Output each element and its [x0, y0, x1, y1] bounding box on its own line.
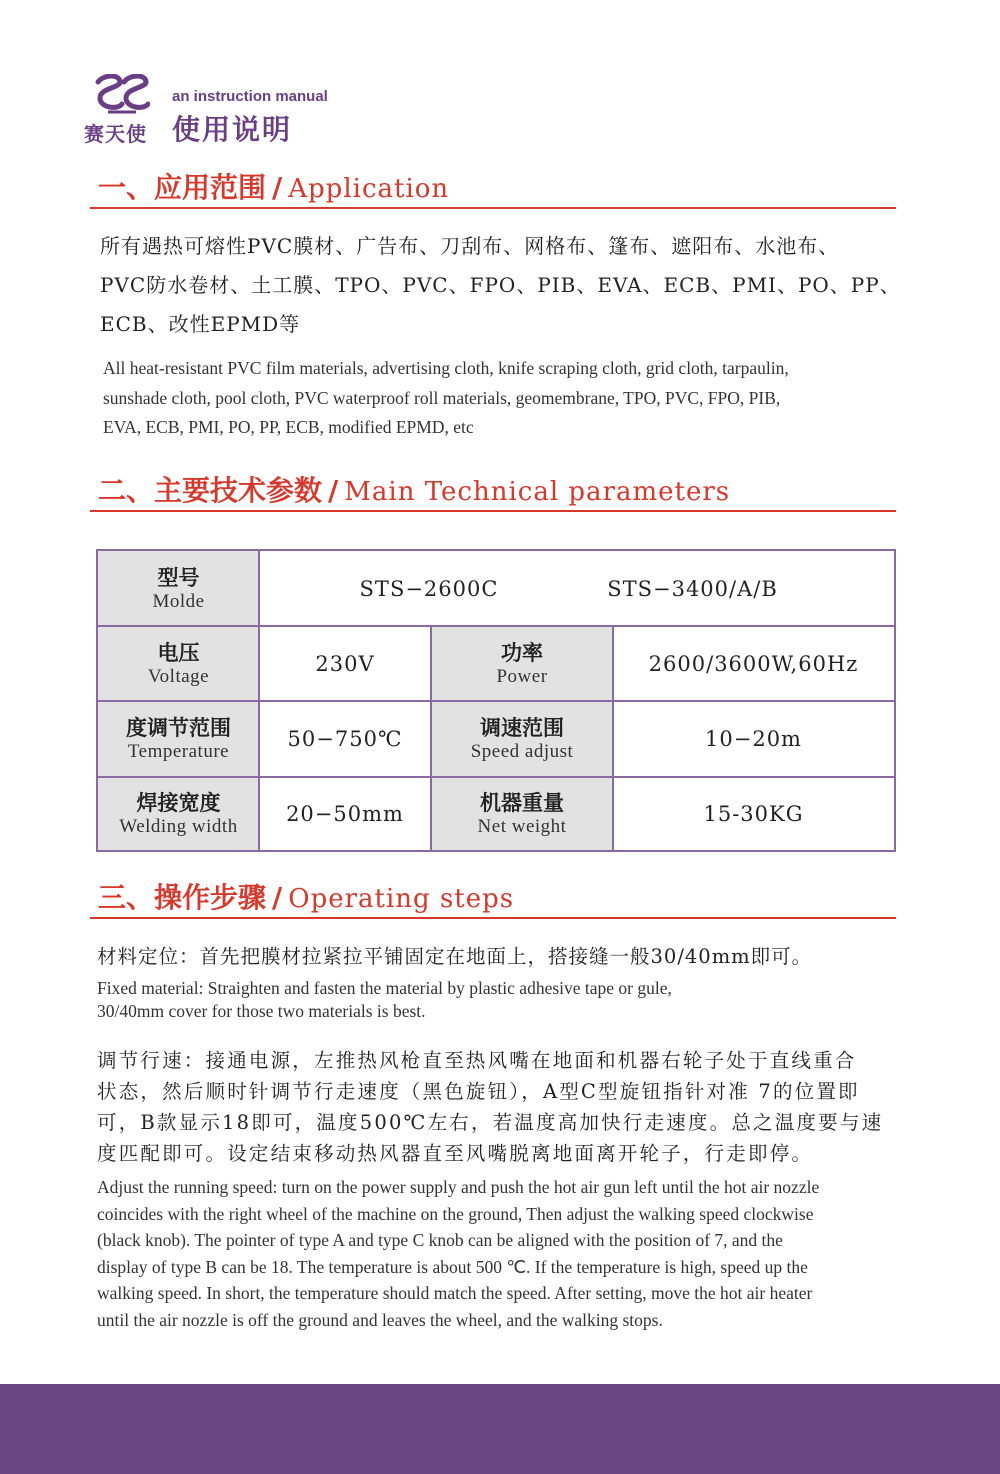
text-line: display of type B can be 18. The temperature is about 500 ℃. If the temperature is high, speed up the [97, 1256, 808, 1277]
weight-value: 15-30KG [703, 801, 804, 826]
weight-label-cn: 机器重量 [480, 790, 564, 815]
section-title-en: Application [288, 174, 450, 204]
speed-label-cn: 调速范围 [480, 716, 564, 740]
section-title-en: Operating steps [288, 884, 515, 914]
text-line: coincides with the right wheel of the machine on the ground, Then adjust the walking speed clockwise [97, 1203, 814, 1224]
model-b-cell [599, 551, 894, 626]
table-grid-line [98, 700, 894, 702]
parameters-table [96, 549, 896, 852]
text-line: sunshade cloth, pool cloth, PVC waterproof roll materials, geomembrane, TPO, PVC, FPO, PIB, [103, 387, 781, 408]
text-line: walking speed. In short, the temperature should match the speed. After setting, move the hot air heater [97, 1283, 813, 1304]
model-label-en: Molde [152, 590, 205, 612]
footer-band [0, 1384, 1000, 1474]
voltage-value-cell [259, 626, 431, 701]
power-label-cn: 功率 [501, 640, 543, 665]
application-en-text [103, 354, 789, 443]
brand-logo-icon [94, 74, 150, 116]
temperature-label-cn: 度调节范围 [126, 716, 231, 740]
section-title-cn: 二、主要技术参数 [98, 474, 323, 507]
step-speed-en [97, 1174, 819, 1334]
model-b-value: STS−3400/A/B [607, 576, 778, 601]
width-value-cell [259, 777, 431, 850]
manual-subtitle-en: an instruction manual [172, 88, 328, 105]
text-line: Adjust the running speed: turn on the power supply and push the hot air gun left until the hot air nozzle [97, 1177, 820, 1197]
voltage-label-cell [98, 626, 259, 701]
voltage-label-en: Voltage [147, 665, 210, 687]
manual-title-cn: 使用说明 [172, 113, 293, 146]
temperature-label-en: Temperature [127, 741, 230, 762]
power-label-en: Power [496, 665, 548, 687]
section-divider [90, 207, 896, 209]
text-line: (black knob). The pointer of type A and type C knob can be aligned with the position of 7, and the [97, 1230, 783, 1251]
model-a-value: STS−2600C [359, 576, 499, 601]
table-grid-line [98, 625, 894, 627]
step-fix-en [97, 977, 672, 1023]
weight-label-cell [431, 777, 613, 850]
brand-name: 赛天使 [84, 122, 147, 146]
temperature-value: 50−750℃ [287, 727, 403, 751]
text-line: 调节行速：接通电源，左推热风枪直至热风嘴在地面和机器右轮子处于直线重合 [97, 1049, 857, 1072]
text-line: 所有遇热可熔性PVC膜材、广告布、刀刮布、网格布、篷布、遮阳布、水池布、 [100, 234, 840, 258]
text-line: 可，B款显示18即可，温度500℃左右，若温度高加快行走速度。总之温度要与速 [97, 1111, 884, 1134]
table-grid-line [612, 625, 614, 850]
weight-value-cell [613, 777, 894, 850]
table-grid-line [98, 776, 894, 778]
text-line: 状态，然后顺时针调节行走速度（黑色旋钮），A型C型旋钮指针对准 7的位置即 [97, 1080, 860, 1103]
model-a-cell [259, 551, 599, 626]
text-line: until the air nozzle is off the ground and leaves the wheel, and the walking stops. [97, 1309, 663, 1330]
text-line: Fixed material: Straighten and fasten the material by plastic adhesive tape or gule, [97, 978, 672, 998]
power-label-cell [431, 626, 613, 701]
section-heading-parameters: 二、主要技术参数 / Main Technical parameters [98, 474, 731, 507]
text-line: 30/40mm cover for those two materials is best. [97, 1001, 426, 1021]
temperature-value-cell [259, 701, 431, 777]
text-line: ECB、改性EPMD等 [100, 312, 301, 336]
speed-label-en: Speed adjust [470, 741, 574, 762]
table-grid-line [430, 625, 432, 850]
width-label-cn: 焊接宽度 [136, 790, 221, 815]
text-line: EVA, ECB, PMI, PO, PP, ECB, modified EPMD, etc [103, 417, 474, 437]
power-value-cell [613, 626, 894, 701]
power-value: 2600/3600W,60Hz [648, 651, 859, 676]
speed-value-cell [613, 701, 894, 777]
width-label-en: Welding width [119, 815, 238, 837]
temperature-label-cell [98, 701, 259, 777]
section-heading-application: 一、应用范围 / Application [98, 171, 450, 204]
voltage-label-cn: 电压 [157, 640, 200, 665]
model-label-cn: 型号 [157, 565, 200, 590]
section-title-en: Main Technical parameters [344, 477, 731, 507]
text-line: PVC防水卷材、土工膜、TPO、PVC、FPO、PIB、EVA、ECB、PMI、PO、PP、 [100, 273, 901, 297]
model-label-cell [98, 551, 259, 626]
text-line: 度匹配即可。设定结束移动热风器直至风嘴脱离地面离开轮子，行走即停。 [97, 1142, 814, 1165]
text-line: All heat-resistant PVC film materials, advertising cloth, knife scraping cloth, grid cloth, tarpaulin, [103, 358, 789, 378]
width-label-cell [98, 777, 259, 850]
weight-label-en: Net weight [477, 815, 567, 837]
step-speed-cn [97, 1045, 883, 1169]
step-fix-cn: 材料定位：首先把膜材拉紧拉平铺固定在地面上，搭接缝一般30/40mm即可。 [97, 945, 813, 968]
section-title-cn: 一、应用范围 [98, 171, 267, 204]
section-heading-operating-steps: 三、操作步骤 / Operating steps [98, 881, 515, 914]
width-value: 20−50mm [286, 801, 404, 826]
section-title-cn: 三、操作步骤 [98, 881, 267, 914]
application-cn-text [100, 227, 901, 344]
section-divider [90, 917, 896, 919]
voltage-value: 230V [315, 651, 375, 676]
table-grid-line [258, 551, 260, 850]
speed-value: 10−20m [705, 727, 802, 751]
speed-label-cell [431, 701, 613, 777]
section-divider [90, 510, 896, 512]
